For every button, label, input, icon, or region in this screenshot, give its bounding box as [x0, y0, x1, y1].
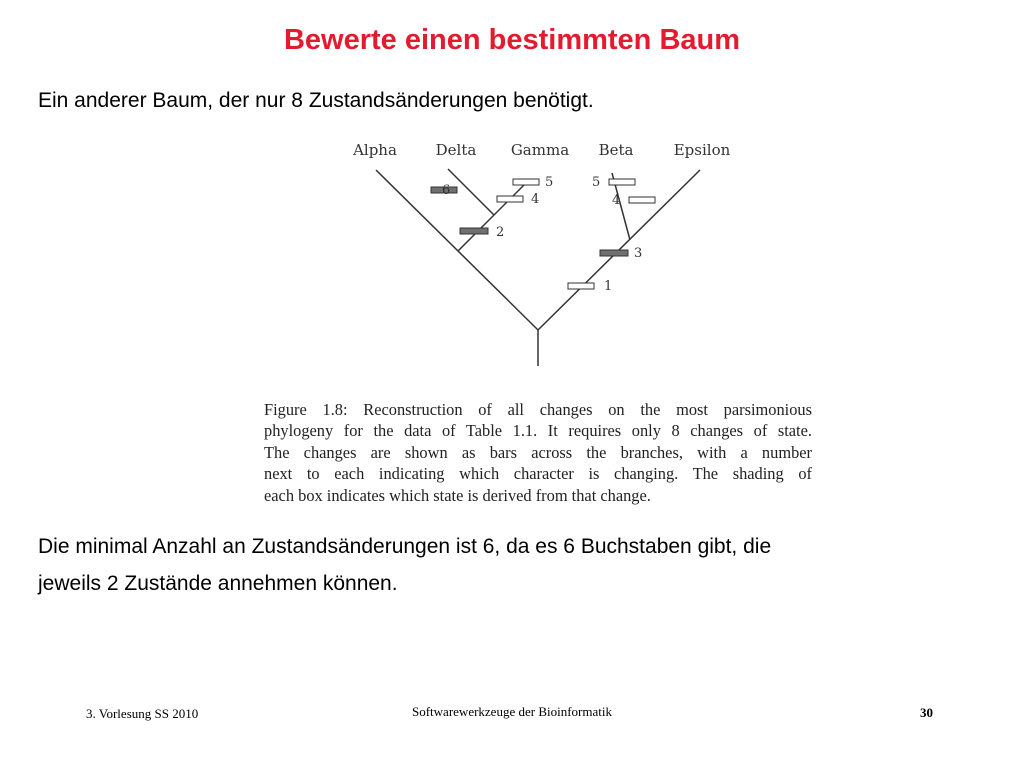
- change-label-5b: 5: [592, 175, 601, 190]
- change-label-4: 4: [531, 192, 540, 207]
- taxon-gamma: Gamma: [510, 141, 570, 159]
- change-bar-4b-open: [629, 197, 655, 203]
- caption-line: The changes are shown as bars across the branches, with a number: [264, 442, 812, 462]
- change-bar-1-open: [568, 283, 594, 289]
- body-text: [38, 528, 998, 602]
- figure-caption: [264, 399, 812, 506]
- body-line: Die minimal Anzahl an Zustandsänderungen ist 6, da es 6 Buchstaben gibt, die: [38, 535, 772, 558]
- branch-alpha: [376, 170, 538, 330]
- taxon-beta: Beta: [598, 141, 634, 159]
- phylogeny-tree: [330, 132, 750, 372]
- slide-subtitle: Ein anderer Baum, der nur 8 Zustandsänderungen benötigt.: [38, 89, 594, 112]
- change-label-1: 1: [604, 279, 613, 294]
- footer-lecture: 3. Vorlesung SS 2010: [86, 706, 199, 721]
- change-label-2: 2: [496, 225, 505, 240]
- footer-course: Softwarewerkzeuge der Bioinformatik: [412, 704, 612, 719]
- phylogeny-figure: [330, 132, 750, 377]
- caption-line: next to each indicating which character is changing. The shading of: [264, 464, 812, 484]
- taxon-epsilon: Epsilon: [673, 141, 731, 159]
- change-bar-5-open: [513, 179, 539, 185]
- taxon-delta: Delta: [435, 141, 477, 159]
- change-label-5: 5: [545, 175, 554, 190]
- change-label-6: 6: [442, 183, 451, 198]
- change-label-4b: 4: [612, 193, 621, 208]
- change-bar-2-filled: [460, 228, 488, 234]
- page-number: 30: [920, 705, 933, 720]
- caption-line: each box indicates which state is derived from that change.: [264, 485, 651, 505]
- slide-title: Bewerte einen bestimmten Baum: [283, 24, 741, 56]
- change-bar-3-filled: [600, 250, 628, 256]
- change-label-3: 3: [634, 246, 643, 261]
- body-line: jeweils 2 Zustände annehmen können.: [38, 572, 398, 595]
- taxon-alpha: Alpha: [353, 141, 397, 159]
- caption-line: phylogeny for the data of Table 1.1. It requires only 8 changes of state.: [264, 421, 812, 441]
- caption-line: Figure 1.8: Reconstruction of all changes on the most parsimonious: [264, 400, 812, 419]
- change-bar-4-open: [497, 196, 523, 202]
- change-bar-5b-open: [609, 179, 635, 185]
